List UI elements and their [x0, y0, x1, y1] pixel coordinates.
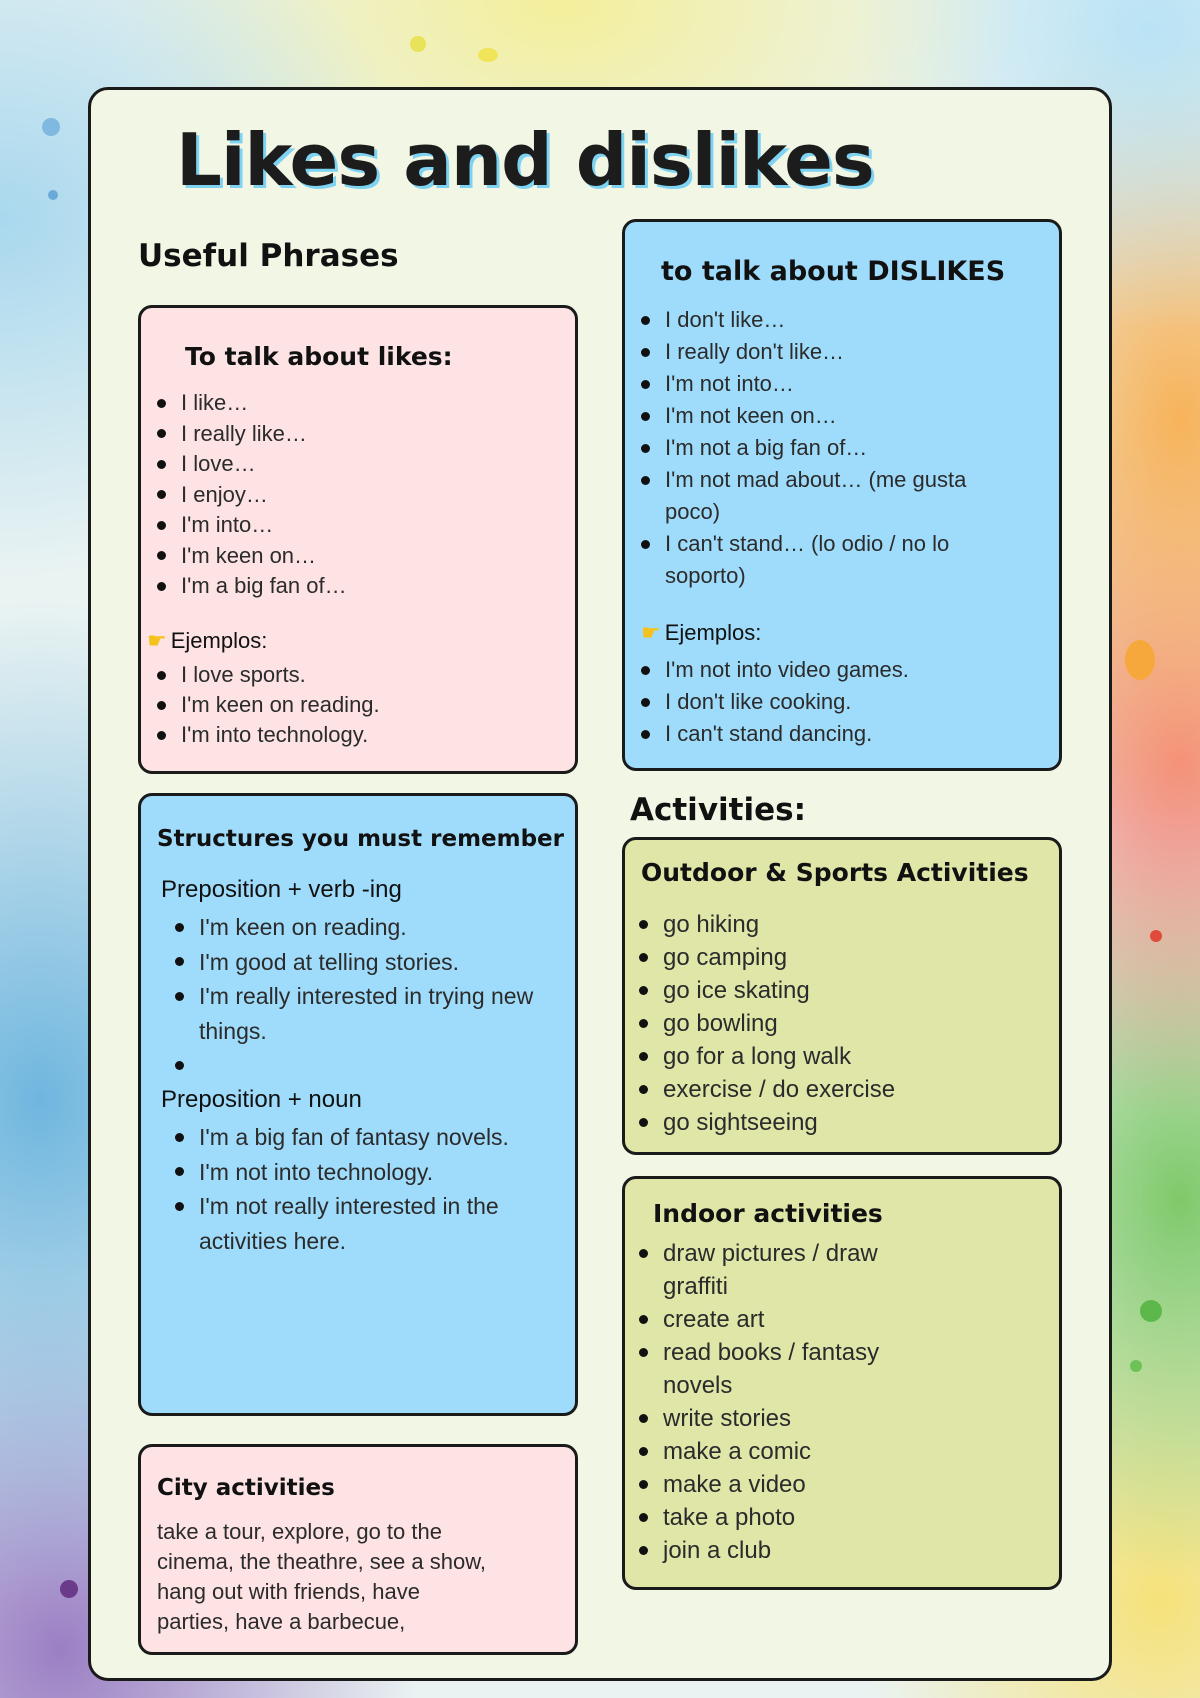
- list-item: I'm a big fan of…: [153, 571, 347, 602]
- indoor-heading: Indoor activities: [653, 1199, 883, 1228]
- paint-splatter: [410, 36, 426, 52]
- city-activities-text: take a tour, explore, go to the cinema, the theathre, see a show, hang out with friends, have parties, have a barbecue,: [157, 1519, 486, 1634]
- list-item: read books / fantasy novels: [635, 1336, 935, 1402]
- paint-splatter: [1125, 640, 1155, 680]
- dislikes-heading: to talk about DISLIKES: [661, 256, 1006, 287]
- list-item: I'm into technology.: [153, 720, 380, 750]
- city-activities-box: [138, 1444, 578, 1655]
- list-item: I really like…: [153, 419, 347, 450]
- list-item: I'm not keen on…: [637, 400, 1017, 432]
- structures-group1-label: Preposition + verb -ing: [161, 876, 402, 903]
- list-item: create art: [635, 1303, 935, 1336]
- structures-box: [138, 793, 578, 1416]
- list-item: I can't stand dancing.: [637, 718, 909, 750]
- list-item: I enjoy…: [153, 480, 347, 511]
- list-item: [171, 1048, 551, 1083]
- indoor-list: [635, 1237, 935, 1567]
- likes-list: [153, 388, 347, 602]
- page-title: Likes and dislikes: [176, 118, 874, 202]
- paint-splatter: [60, 1580, 78, 1598]
- dislikes-examples-list: [637, 654, 909, 750]
- list-item: I'm not mad about… (me gusta poco): [637, 464, 1017, 528]
- useful-phrases-heading: Useful Phrases: [138, 238, 399, 274]
- list-item: go camping: [635, 941, 895, 974]
- list-item: I'm into…: [153, 510, 347, 541]
- paint-splatter: [1150, 930, 1162, 942]
- examples-label: Ejemplos:: [170, 628, 268, 653]
- likes-examples-label: [147, 628, 267, 654]
- structures-group2-list: [171, 1120, 551, 1258]
- paint-splatter: [1140, 1300, 1162, 1322]
- list-item: go ice skating: [635, 974, 895, 1007]
- list-item: take a photo: [635, 1501, 935, 1534]
- list-item: I can't stand… (lo odio / no lo soporto): [637, 528, 1017, 592]
- list-item: I'm not into…: [637, 368, 1017, 400]
- list-item: join a club: [635, 1534, 935, 1567]
- list-item: I'm keen on reading.: [153, 690, 380, 720]
- likes-examples-list: [153, 660, 380, 750]
- list-item: I'm keen on…: [153, 541, 347, 572]
- list-item: I love…: [153, 449, 347, 480]
- outdoor-heading: Outdoor & Sports Activities: [641, 858, 1029, 887]
- list-item: I love sports.: [153, 660, 380, 690]
- city-activities-heading: City activities: [157, 1475, 335, 1501]
- outdoor-list: [635, 908, 895, 1139]
- list-item: I don't like…: [637, 304, 1017, 336]
- pointing-hand-icon: ☛: [147, 628, 167, 653]
- list-item: I'm not into video games.: [637, 654, 909, 686]
- dislikes-examples-label: [641, 620, 761, 646]
- dislikes-list: [637, 304, 1017, 592]
- list-item: I'm not really interested in the activities here.: [171, 1189, 551, 1258]
- structures-heading: Structures you must remember: [157, 826, 565, 852]
- list-item: I'm really interested in trying new things.: [171, 979, 551, 1048]
- list-item: go bowling: [635, 1007, 895, 1040]
- dislikes-box: [622, 219, 1062, 771]
- list-item: go hiking: [635, 908, 895, 941]
- list-item: I'm not into technology.: [171, 1155, 551, 1190]
- list-item: exercise / do exercise: [635, 1073, 895, 1106]
- list-item: I'm keen on reading.: [171, 910, 551, 945]
- list-item: make a comic: [635, 1435, 935, 1468]
- examples-label: Ejemplos:: [664, 620, 762, 645]
- paint-splatter: [42, 118, 60, 136]
- list-item: write stories: [635, 1402, 935, 1435]
- list-item: make a video: [635, 1468, 935, 1501]
- paint-splatter: [48, 190, 58, 200]
- list-item: I'm a big fan of fantasy novels.: [171, 1120, 551, 1155]
- likes-box: [138, 305, 578, 774]
- list-item: I don't like cooking.: [637, 686, 909, 718]
- list-item: draw pictures / draw graffiti: [635, 1237, 935, 1303]
- list-item: go sightseeing: [635, 1106, 895, 1139]
- list-item: I'm good at telling stories.: [171, 945, 551, 980]
- list-item: I like…: [153, 388, 347, 419]
- outdoor-activities-box: [622, 837, 1062, 1155]
- indoor-activities-box: [622, 1176, 1062, 1590]
- structures-group2-label: Preposition + noun: [161, 1086, 362, 1113]
- pointing-hand-icon: ☛: [641, 620, 661, 645]
- likes-heading: To talk about likes:: [185, 342, 453, 371]
- activities-heading: Activities:: [630, 792, 806, 828]
- list-item: go for a long walk: [635, 1040, 895, 1073]
- list-item: I really don't like…: [637, 336, 1017, 368]
- list-item: I'm not a big fan of…: [637, 432, 1017, 464]
- structures-group1-list: [171, 910, 551, 1083]
- paint-splatter: [478, 48, 498, 62]
- paint-splatter: [1130, 1360, 1142, 1372]
